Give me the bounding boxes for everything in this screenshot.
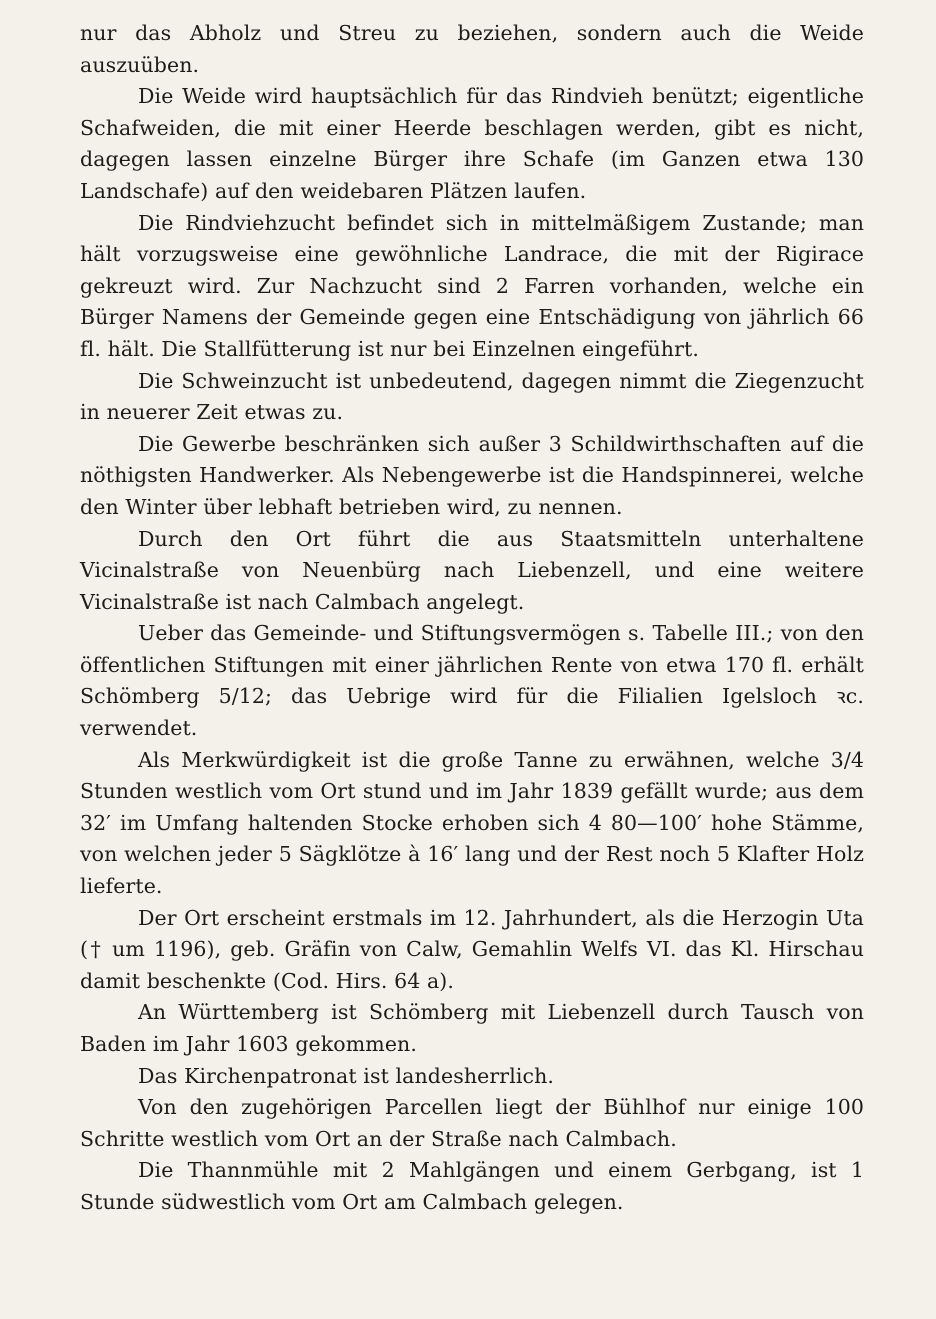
paragraph-9: Der Ort erscheint erstmals im 12. Jahrhundert, als die Herzogin Uta († um 1196), geb. Gräfin von Calw, Gemahlin Welfs VI. das Kl. Hirschau damit beschenkte (Cod. Hirs. 64 a). <box>80 905 864 993</box>
paragraph-5: Die Gewerbe beschränken sich außer 3 Schildwirthschaften auf die nöthigsten Handwerker. Als Nebengewerbe ist die Handspinnerei, welche den Winter über lebhaft betrieben wird, zu nennen. <box>80 431 864 519</box>
paragraph-3: Die Rindviehzucht befindet sich in mittelmäßigem Zustande; man hält vorzugsweise eine gewöhnliche Landrace, die mit der Rigirace gekreuzt wird. Zur Nachzucht sind 2 Farren vorhanden, welche ein Bürger Namens der Gemeinde gegen eine Entschädigung von jährlich 66 fl. hält. Die Stallfütterung ist nur bei Einzelnen eingeführt. <box>80 210 864 361</box>
paragraph-7: Ueber das Gemeinde- und Stiftungsvermögen s. Tabelle III.; von den öffentlichen Stiftungen mit einer jährlichen Rente von etwa 170 fl. erhält Schömberg 5/12; das Uebrige wird für die Filialien Igelsloch ꝛc. verwendet. <box>80 621 864 741</box>
paragraph-10: An Württemberg ist Schömberg mit Liebenzell durch Tausch von Baden im Jahr 1603 gekommen. <box>80 1000 864 1056</box>
paragraph-1: nur das Abholz und Streu zu beziehen, sondern auch die Weide auszuüben. <box>80 21 864 77</box>
paragraph-6: Durch den Ort führt die aus Staatsmitteln unterhaltene Vicinalstraße von Neuenbürg nach Liebenzell, und eine weitere Vicinalstraße ist nach Calmbach angelegt. <box>80 526 864 614</box>
paragraph-12: Von den zugehörigen Parcellen liegt der Bühlhof nur einige 100 Schritte westlich vom Ort an der Straße nach Calmbach. <box>80 1095 864 1151</box>
body-text <box>80 18 864 1219</box>
paragraph-4: Die Schweinzucht ist unbedeutend, dagegen nimmt die Ziegenzucht in neuerer Zeit etwas zu. <box>80 368 864 425</box>
paragraph-2: Die Weide wird hauptsächlich für das Rindvieh benützt; eigentliche Schafweiden, die mit einer Heerde beschlagen werden, gibt es nicht, dagegen lassen einzelne Bürger ihre Schafe (im Ganzen etwa 130 Landschafe) auf den weidebaren Plätzen laufen. <box>80 84 864 203</box>
paragraph-8: Als Merkwürdigkeit ist die große Tanne zu erwähnen, welche 3/4 Stunden westlich vom Ort stund und im Jahr 1839 gefällt wurde; aus dem 32′ im Umfang haltenden Stocke erhoben sich 4 80—100′ hohe Stämme, von welchen jeder 5 Sägklötze à 16′ lang und der Rest noch 5 Klafter Holz lieferte. <box>80 747 864 899</box>
paragraph-11: Das Kirchenpatronat ist landesherrlich. <box>138 1063 555 1088</box>
paragraph-13: Die Thannmühle mit 2 Mahlgängen und einem Gerbgang, ist 1 Stunde südwestlich vom Ort am Calmbach gelegen. <box>80 1158 864 1214</box>
